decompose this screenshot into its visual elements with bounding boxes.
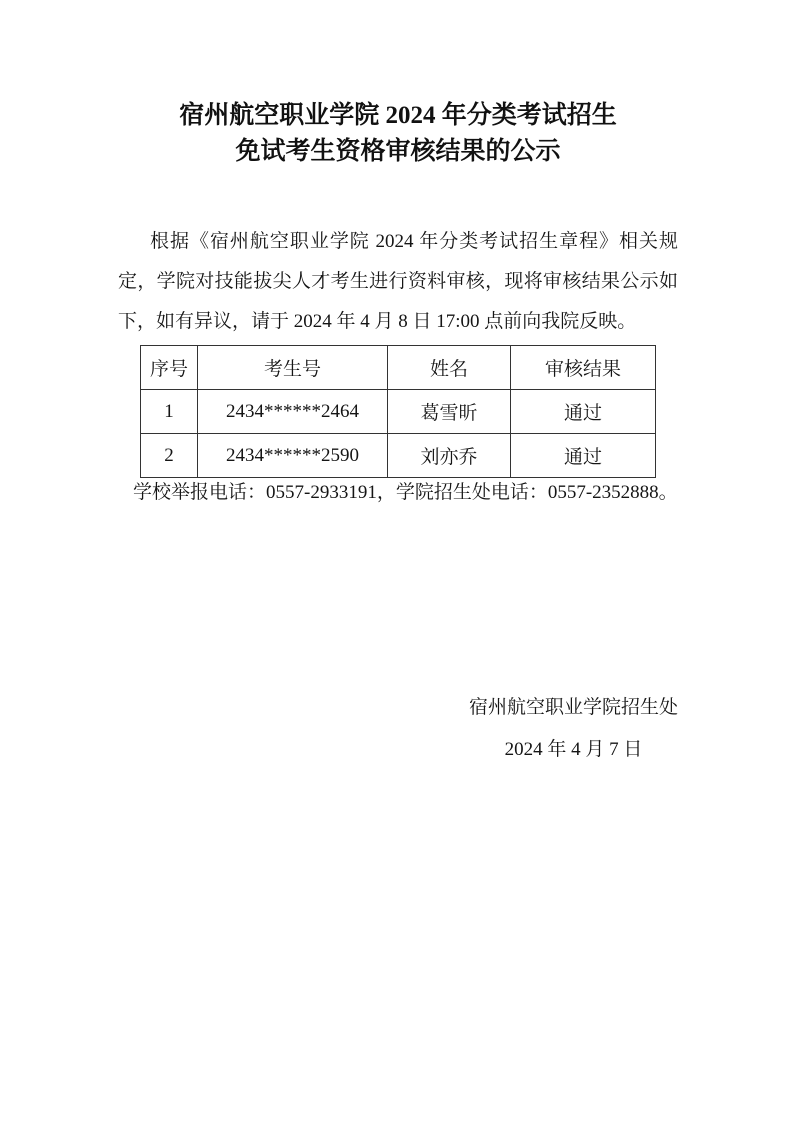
title-line-1: 宿州航空职业学院 2024 年分类考试招生 — [179, 102, 617, 129]
signature-date: 2024 年 4 月 7 日 — [504, 739, 643, 760]
row-index-cell: 2 — [141, 434, 198, 478]
row-index-cell: 1 — [141, 390, 198, 434]
table-row — [141, 434, 656, 478]
candidate-name-cell: 刘亦乔 — [388, 434, 511, 478]
table-header-cell: 姓名 — [388, 346, 511, 390]
table-header-row — [141, 346, 656, 390]
contact-phone-line: 学校举报电话：0557-2933191，学院招生处电话：0557-2352888。 — [133, 482, 678, 503]
candidate-number-cell: 2434******2464 — [198, 390, 388, 434]
table-header-cell: 考生号 — [198, 346, 388, 390]
candidate-number-cell: 2434******2590 — [198, 434, 388, 478]
signature-organization: 宿州航空职业学院招生处 — [468, 697, 678, 718]
table-row — [141, 390, 656, 434]
table-header-cell: 序号 — [141, 346, 198, 390]
signature-block — [118, 693, 678, 765]
review-result-cell: 通过 — [511, 434, 656, 478]
table-header-cell: 审核结果 — [511, 346, 656, 390]
body-paragraph: 根据《宿州航空职业学院 2024 年分类考试招生章程》相关规定，学院对技能拔尖人才考生进行资料审核，现将审核结果公示如下，如有异议，请于 2024 年 4 月 8 日 17:00 点前向我院反映。 — [118, 231, 678, 332]
review-result-cell: 通过 — [511, 390, 656, 434]
title-line-2: 免试考生资格审核结果的公示 — [235, 138, 561, 165]
candidate-name-cell: 葛雪昕 — [388, 390, 511, 434]
signature-inner — [469, 693, 678, 765]
table-body — [141, 390, 656, 478]
document-title — [118, 98, 678, 170]
review-results-table — [140, 345, 656, 478]
